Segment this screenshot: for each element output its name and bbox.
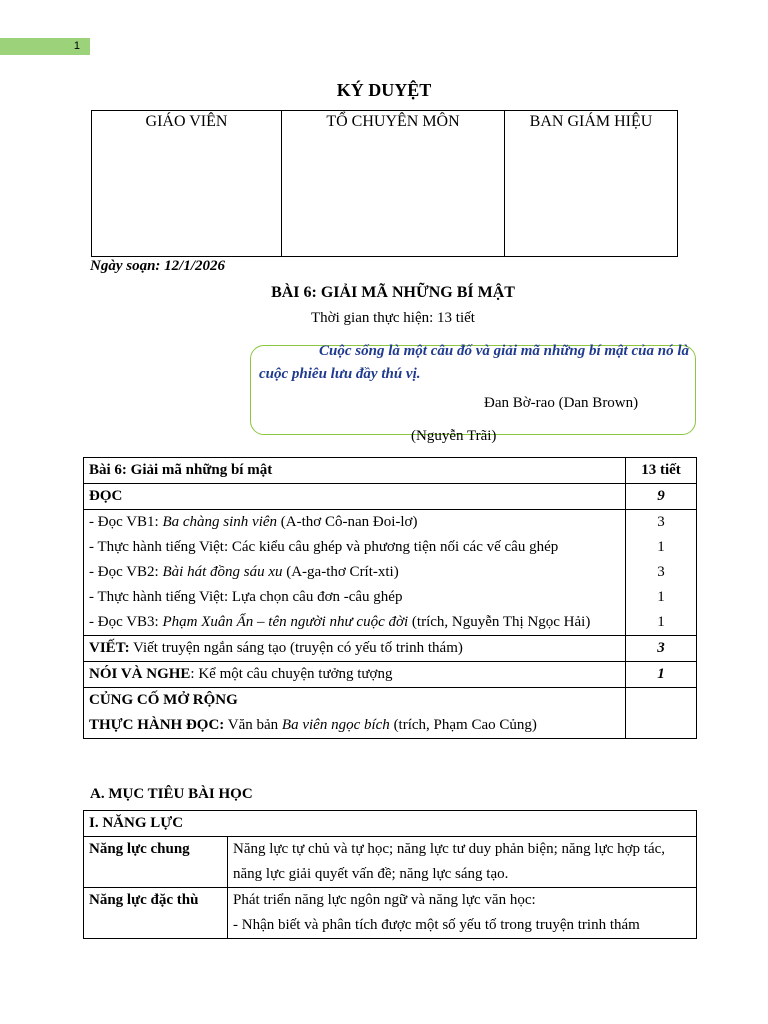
- viet-label: VIẾT:: [89, 640, 130, 656]
- goal-header: I. NĂNG LỰC: [84, 811, 697, 837]
- sign-column-board: BAN GIÁM HIỆU: [505, 111, 678, 257]
- item-text: - Thực hành tiếng Việt: Lựa chọn câu đơn -câu ghép: [89, 589, 403, 605]
- list-item: [89, 510, 620, 535]
- page-number: 1: [0, 38, 90, 55]
- goal-text: Năng lực tự chủ và tự học; năng lực tư duy phản biện; năng lực hợp tác, năng lực giải quyết vấn đề; năng lực sáng tạo.: [228, 837, 697, 888]
- quote-extra: (Nguyễn Trãi): [411, 428, 497, 444]
- lesson-title: BÀI 6: GIẢI MÃ NHỮNG BÍ MẬT: [271, 284, 515, 301]
- viet-text: Viết truyện ngắn sáng tạo (truyện có yếu tố trinh thám): [129, 640, 463, 656]
- table-row: [84, 811, 697, 837]
- lesson-duration: Thời gian thực hiện: 13 tiết: [311, 310, 475, 326]
- viet-value: 3: [626, 636, 697, 662]
- list-item: [89, 585, 620, 610]
- doc-value: 9: [626, 484, 697, 510]
- thuc-hanh-line: [89, 713, 620, 738]
- section-a-heading: A. MỤC TIÊU BÀI HỌC: [90, 786, 253, 802]
- item-text: - Đọc VB2:: [89, 564, 163, 580]
- plan-header-label: Bài 6: Giải mã những bí mật: [84, 458, 626, 484]
- thuc-hanh-title: Ba viên ngọc bích: [281, 717, 390, 733]
- date-line: Ngày soạn: 12/1/2026: [90, 258, 225, 274]
- item-text: - Thực hành tiếng Việt: Các kiểu câu ghép và phương tiện nối các vế câu ghép: [89, 539, 559, 555]
- table-row: [84, 662, 697, 688]
- noi-cell: [84, 662, 626, 688]
- item-text: - Đọc VB3:: [89, 614, 163, 630]
- table-row: [84, 636, 697, 662]
- sign-column-department: TỔ CHUYÊN MÔN: [282, 111, 505, 257]
- item-value: 3: [657, 564, 665, 580]
- table-row: [84, 837, 697, 888]
- goal-label: Năng lực chung: [84, 837, 228, 888]
- table-row: [84, 888, 697, 939]
- item-title: Bài hát đồng sáu xu: [162, 564, 283, 580]
- goal-table: [83, 810, 697, 939]
- doc-items-values: [626, 510, 697, 636]
- list-item: [89, 610, 620, 635]
- lesson-plan-table: [83, 457, 697, 739]
- extension-value: [626, 688, 697, 739]
- cung-co-label: CỦNG CỐ MỞ RỘNG: [89, 692, 238, 708]
- item-text: (A-ga-thơ Crít-xti): [282, 564, 399, 580]
- table-row: [84, 688, 697, 739]
- goal-text-line: Phát triển năng lực ngôn ngữ và năng lực văn học:: [233, 892, 536, 908]
- doc-label: ĐỌC: [84, 484, 626, 510]
- item-text: (trích, Nguyễn Thị Ngọc Hải): [408, 614, 591, 630]
- item-title: Ba chàng sinh viên: [162, 514, 278, 530]
- extension-cell: [84, 688, 626, 739]
- table-row: [84, 510, 697, 636]
- noi-text: : Kể một câu chuyện tưởng tượng: [190, 666, 393, 682]
- item-text: (A-thơ Cô-nan Đoi-lơ): [277, 514, 418, 530]
- quote-text: Cuộc sống là một câu đố và giải mã những bí mật của nó là cuộc phiêu lưu đầy thú vị.: [259, 343, 689, 382]
- quote-author: Đan Bờ-rao (Dan Brown): [484, 395, 639, 411]
- plan-header-value: 13 tiết: [626, 458, 697, 484]
- thuc-hanh-text: Văn bản: [224, 717, 282, 733]
- item-value: 1: [657, 539, 665, 555]
- list-item: [89, 535, 620, 560]
- thuc-hanh-text: (trích, Phạm Cao Củng): [389, 717, 537, 733]
- goal-label: Năng lực đặc thù: [84, 888, 228, 939]
- item-value: 3: [657, 514, 665, 530]
- doc-items-cell: [84, 510, 626, 636]
- item-value: 1: [657, 589, 665, 605]
- item-title: Phạm Xuân Ẩn – tên người như cuộc đời: [162, 614, 409, 630]
- item-value: 1: [657, 614, 665, 630]
- sign-section-title: KÝ DUYỆT: [336, 80, 432, 100]
- viet-cell: [84, 636, 626, 662]
- sign-table: [91, 110, 678, 257]
- thuc-hanh-label: THỰC HÀNH ĐỌC:: [89, 717, 225, 733]
- goal-text: [228, 888, 697, 939]
- noi-label: NÓI VÀ NGHE: [89, 666, 191, 682]
- list-item: [89, 560, 620, 585]
- table-row: [84, 458, 697, 484]
- goal-text-line: - Nhận biết và phân tích được một số yếu tố trong truyện trinh thám: [233, 917, 640, 933]
- item-text: - Đọc VB1:: [89, 514, 163, 530]
- sign-column-teacher: GIÁO VIÊN: [92, 111, 282, 257]
- table-row: [84, 484, 697, 510]
- noi-value: 1: [626, 662, 697, 688]
